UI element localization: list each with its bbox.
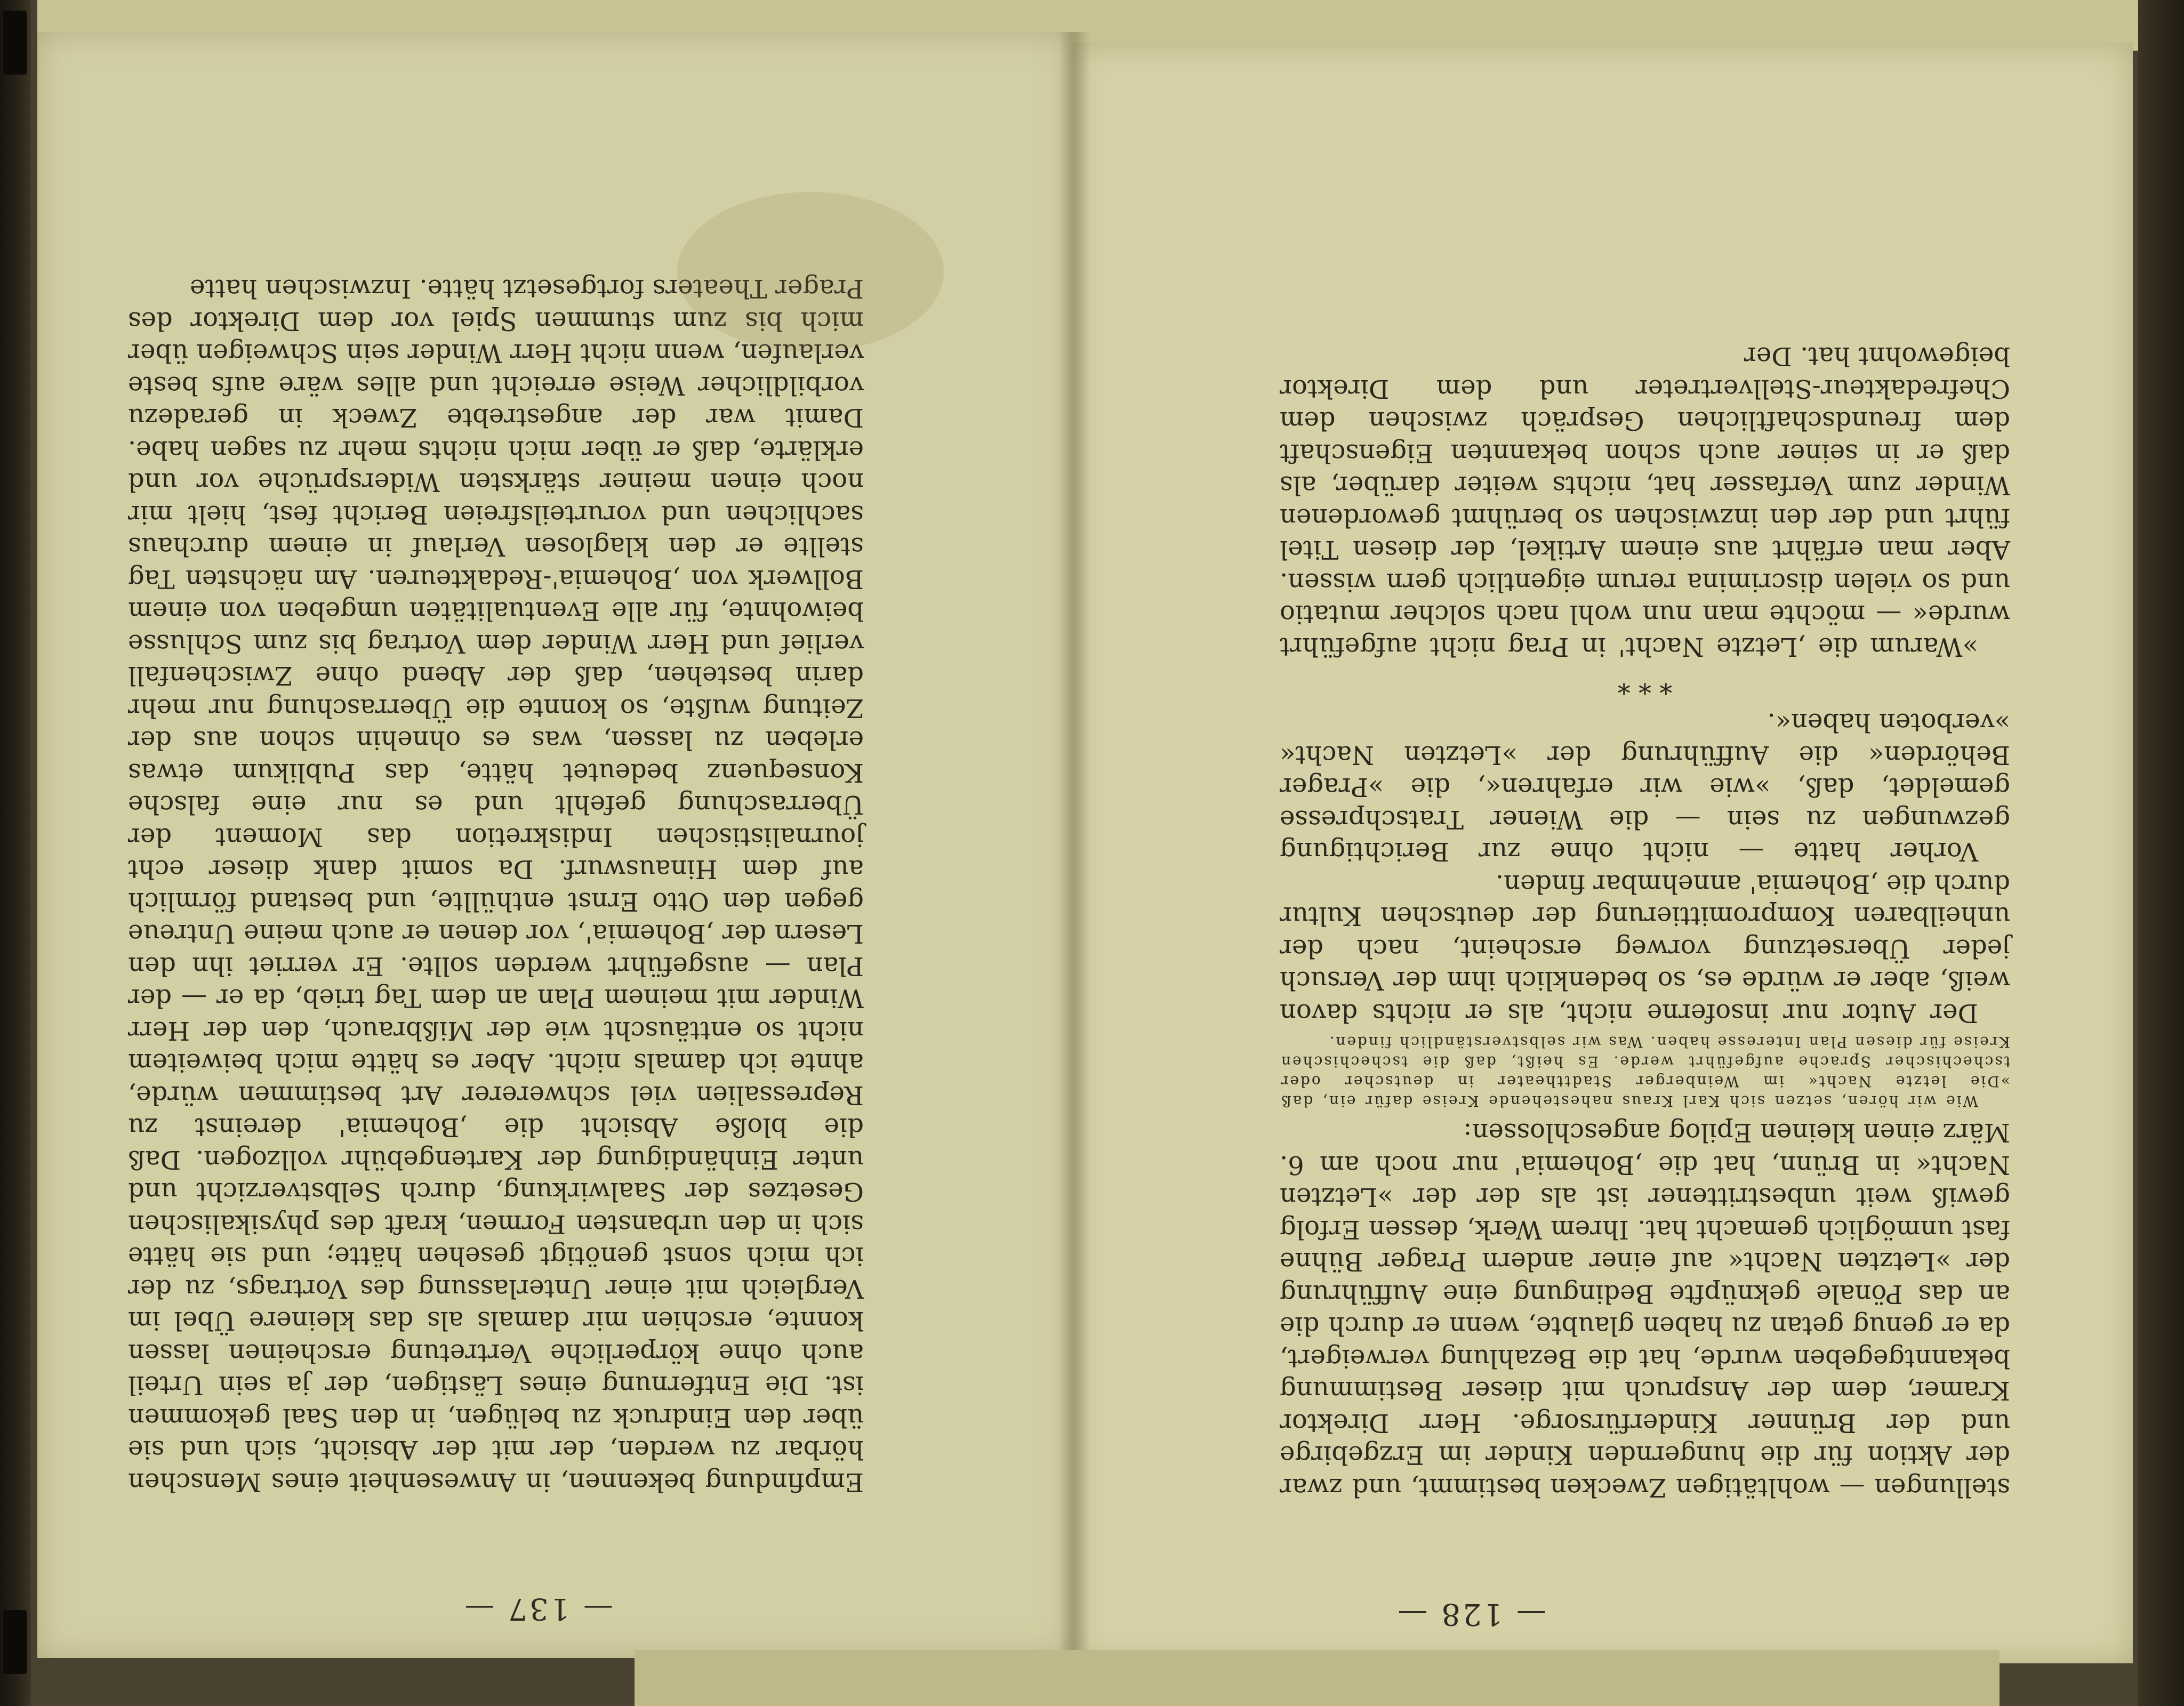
left-page bbox=[37, 32, 1072, 1658]
page-number: — 137 — bbox=[462, 1591, 613, 1626]
left-page-text bbox=[128, 272, 864, 1498]
paragraph: Der Autor nur insoferne nicht, als er nichts davon weiß, aber er würde es, so bedenklich ihm der Versuch jeder Übersetzung vorweg erscheint, nach der unheilbaren Kompromittierung der deutschen Kultur durch die ‚Bohemia' annehmbar finden. bbox=[1280, 869, 2010, 1028]
binding-edge bbox=[0, 0, 31, 1706]
paragraph: Vorher hatte — nicht ohne zur Berichtigung gezwungen zu sein — die Wiener Tratschpresse gemeldet, daß, »wie wir erfahren«, die »Prager Behörden« die Aufführung der »Letzten Nacht« »verboten haben«. bbox=[1280, 707, 2010, 867]
paragraph: Empfindung bekennen, in Anwesenheit eines Menschen hörbar zu werden, der mit der Absicht, sich und sie über den Eindruck zu belügen, in den Saal gekommen ist. Die Entfernung eines Lästigen, der ja sein Urteil auch ohne körperliche Vertretung erscheinen lassen konnte, erschien mir damals als das kleinere Übel im Vergleich mit einer Unterlassung des Vortrags, zu der ich mich sonst genötigt gesehen hätte; und sie hätte sich in den urbansten Formen, kraft des physikalischen Gesetzes der Saalwirkung, durch Selbstverzicht und unter Einhändigung der Kartengebühr vollzogen. Daß die bloße Absicht die ‚Bohemia' dereinst zu Repressalien viel schwererer Art bestimmen würde, ahnte ich damals nicht. Aber es hätte mich beiweitem nicht so enttäuscht wie der Mißbrauch, den der Herr Winder mit meinem Plan an dem Tag trieb, da er — der Plan — ausgeführt werden sollte. Er verriet ihn den Lesern der ‚Bohemia', vor denen er auch meine Untreue gegen den Otto Ernst enthüllte, und bestand förmlich auf dem Hinauswurf. Da somit dank dieser echt journalistischen Indiskretion das Moment der Überraschung gefehlt und es nur eine falsche Konsequenz bedeutet hätte, das Publikum etwas erleben zu lassen, was es ohnehin schon aus der Zeitung wußte, so konnte die Überraschung nur mehr darin bestehen, daß der Abend ohne Zwischenfall verlief und Herr Winder dem Vortrag bis zum Schlusse beiwohnte, für alle Eventualitäten umgeben von einem Bollwerk von ‚Bohemia'-Redakteuren. Am nächsten Tag stellte er den klaglosen Verlauf in einem durchaus sachlichen und vorurteilsfreien Bericht fest, hielt mir noch einen meiner stärksten Widersprüche vor und erklärte, daß er über mich nichts mehr zu sagen habe. Damit war der angestrebte Zweck in geradezu vorbildlicher Weise erreicht und alles wäre aufs beste verlaufen, wenn nicht Herr Winder sein Schweigen über mich bis zum stummen Spiel vor dem Direktor des Prager Theaters fortgesetzt hätte. Inzwischen hatte bbox=[128, 273, 864, 1497]
section-separator: * * * bbox=[1617, 670, 1673, 699]
right-page-text bbox=[1280, 340, 2010, 1503]
page-number: — 128 — bbox=[1395, 1597, 1546, 1631]
binding-strap bbox=[3, 1610, 27, 1674]
right-page-content bbox=[1072, 43, 2133, 1663]
paragraph: stellungen — wohltätigen Zwecken bestimmt, und zwar der Aktion für die hungernden Kinder im Erzgebirge und der Brünner Kinderfürsorge. Herr Direktor Kramer, dem der Anspruch mit dieser Bestimmung bekanntgegeben wurde, hat die Bezahlung verweigert, da er genug getan zu haben glaubte, wenn er durch die an das Pönale geknüpfte Bedingung eine Aufführung der »Letzten Nacht« auf einer andern Prager Bühne fast unmöglich gemacht hat. Ihrem Werk, dessen Erfolg gewiß weit unbestrittener ist als der der »Letzten Nacht« in Brünn, hat die ‚Bohemia' nur noch am 6. März einen kleinen Epilog angeschlossen: bbox=[1280, 1117, 2010, 1502]
paragraph: »Warum die ‚Letzte Nacht' in Prag nicht aufgeführt wurde« — möchte man nun wohl nach solcher mutatio und so vielen discrimina rerum eigentlich gern wissen. Aber man erfährt aus einem Artikel, der diesen Titel führt und der den inzwischen so berühmt gewordenen Winder zum Verfasser hat, nichts weiter darüber, als daß er in seiner auch schon bekannten Eigenschaft dem freundschaftlichen Gespräch zwischen dem Chefredakteur-Stellvertreter und dem Direktor beigewohnt hat. Der bbox=[1280, 341, 2010, 662]
footnote-quote: Wie wir hören, setzen sich Karl Kraus nahestehende Kreise dafür ein, daß »Die letzte Nacht« im Weinberger Stadttheater in deutscher oder tschechischer Sprache aufgeführt werde. Es heißt, daß die tschechischen Kreise für diesen Plan Interesse haben. Was wir selbstverständlich finden. bbox=[1280, 1033, 2010, 1110]
right-page bbox=[1072, 43, 2133, 1663]
scan-right-edge bbox=[2138, 0, 2184, 1706]
page-gutter bbox=[1058, 32, 1090, 1663]
binding-strap bbox=[3, 11, 27, 75]
paper-stain bbox=[677, 192, 944, 352]
paper-bottom-tab bbox=[635, 1650, 2000, 1706]
